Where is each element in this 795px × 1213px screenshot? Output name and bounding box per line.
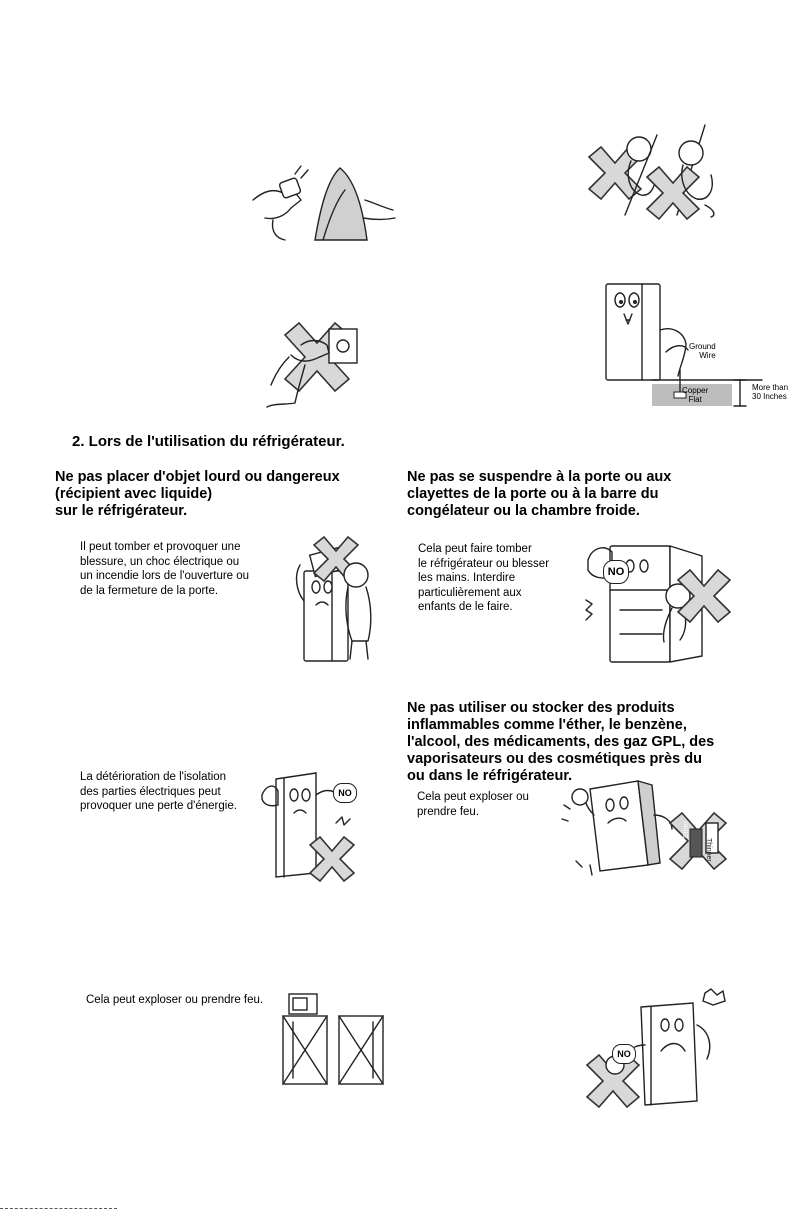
flammable-text: Cela peut exploser ou prendre feu. bbox=[417, 791, 529, 818]
door-hang-text: Cela peut faire tomber le réfrigérateur ou blesser les mains. Interdire particulièrement aux enfants de le faire. bbox=[418, 543, 550, 613]
insulation-text: La détérioration de l'isolation des parties électriques peut provoquer une perte d'énergie. bbox=[80, 771, 237, 812]
microwave-text: Cela peut exploser ou prendre feu. bbox=[86, 994, 264, 1006]
children-no-sign bbox=[612, 1044, 636, 1064]
thinner-can-label: Thinner bbox=[705, 838, 712, 862]
unplug-illustration bbox=[245, 160, 395, 250]
ground-wire-label: Ground Wire bbox=[689, 342, 716, 360]
footnote-rule bbox=[0, 1208, 117, 1209]
no-sign-label: NO bbox=[607, 566, 625, 578]
flammable-illustration bbox=[560, 775, 730, 880]
insulation-no-sign bbox=[333, 783, 357, 803]
door-hang-no-sign bbox=[603, 560, 629, 584]
heavy-object-illustration bbox=[292, 535, 382, 665]
wet-hand-plug-illustration bbox=[265, 315, 370, 410]
child-warning-illustration bbox=[585, 125, 725, 220]
door-hang-heading: Ne pas se suspendre à la porte ou aux clayettes de la porte ou à la barre du congélateur ou la chambre froide. bbox=[407, 469, 672, 519]
no-sign-label: NO bbox=[338, 788, 352, 798]
heavy-object-heading: Ne pas placer d'objet lourd ou dangereux (récipient avec liquide) sur le réfrigérateur. bbox=[55, 469, 340, 519]
heavy-object-text: Il peut tomber et provoquer une blessure, un choc électrique ou un incendie lors de l'ouverture ou de la fermeture de la porte. bbox=[80, 541, 250, 597]
door-hang-illustration bbox=[582, 540, 732, 670]
no-sign-label: NO bbox=[617, 1049, 631, 1059]
copper-flat-label: Copper Flat bbox=[682, 386, 709, 404]
children-warning-illustration bbox=[585, 985, 730, 1110]
insulation-illustration bbox=[258, 765, 368, 880]
flammable-heading: Ne pas utiliser ou stocker des produits inflammables comme l'éther, le benzène, l'alcool, des médicaments, des gaz GPL, des vaporisateurs ou des cosmétiques près du ou dans le réfrigérateur. bbox=[407, 700, 715, 784]
microwave-illustration bbox=[275, 992, 390, 1087]
depth-label: More than 30 Inches bbox=[752, 383, 789, 401]
ether-can-label: Ether bbox=[683, 821, 690, 838]
section-title: 2. Lors de l'utilisation du réfrigérateur. bbox=[72, 433, 345, 450]
